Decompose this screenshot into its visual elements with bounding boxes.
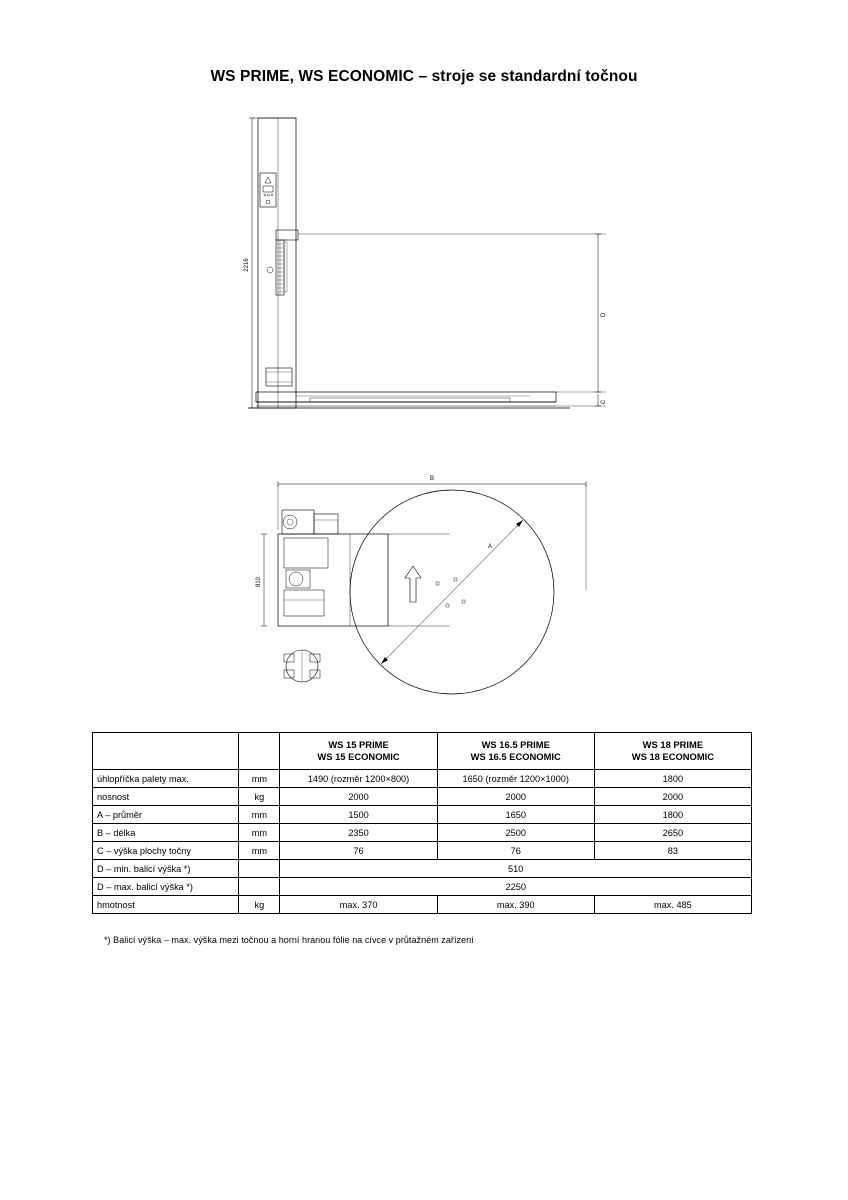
row-value: 2500: [437, 824, 594, 842]
row-label: hmotnost: [93, 896, 239, 914]
row-label: A – průměr: [93, 806, 239, 824]
row-value: 2650: [594, 824, 751, 842]
row-unit: mm: [239, 824, 280, 842]
table-row: [93, 788, 752, 806]
header-blank-label: [93, 733, 239, 770]
specifications-table: [92, 732, 752, 914]
row-value: 1500: [280, 806, 437, 824]
table-row: [93, 860, 752, 878]
row-label: D – max. balicí výška *): [93, 878, 239, 896]
header-ws165: [437, 733, 594, 770]
row-label: nosnost: [93, 788, 239, 806]
dimension-label-a: A: [487, 544, 493, 550]
header-ws15-line2: WS 15 ECONOMIC: [317, 751, 400, 762]
row-value: 76: [437, 842, 594, 860]
header-ws18: [594, 733, 751, 770]
header-ws15-line1: WS 15 PRIME: [328, 738, 389, 750]
row-label: C – výška plochy točny: [93, 842, 239, 860]
row-value: 2000: [280, 788, 437, 806]
side-elevation-drawing: [230, 110, 630, 440]
header-ws165-line2: WS 16.5 ECONOMIC: [470, 751, 561, 762]
row-unit: kg: [239, 896, 280, 914]
table-row: [93, 770, 752, 788]
table-row: [93, 878, 752, 896]
row-value: 2000: [437, 788, 594, 806]
row-value: 1800: [594, 770, 751, 788]
header-ws165-line1: WS 16.5 PRIME: [481, 738, 550, 750]
row-value: 1800: [594, 806, 751, 824]
row-value: 76: [280, 842, 437, 860]
page-title: WS PRIME, WS ECONOMIC – stroje se standardní točnou: [210, 68, 638, 85]
row-value-merged: 2250: [280, 878, 752, 896]
table-row: [93, 896, 752, 914]
row-value: max. 390: [437, 896, 594, 914]
row-value: 1490 (rozměr 1200×800): [280, 770, 437, 788]
table-row: [93, 806, 752, 824]
dimension-label-height: 2216: [244, 258, 250, 272]
table-header-row: [93, 733, 752, 770]
row-value: 2000: [594, 788, 751, 806]
table-footnote: *) Balicí výška – max. výška mezi točnou a horní hranou fólie na cívce v průtažném zařízení: [104, 935, 474, 945]
row-value: max. 370: [280, 896, 437, 914]
row-value: 1650: [437, 806, 594, 824]
header-ws18-line2: WS 18 ECONOMIC: [631, 751, 715, 762]
row-value-merged: 510: [280, 860, 752, 878]
table-row: [93, 824, 752, 842]
row-value: 2350: [280, 824, 437, 842]
row-unit: mm: [239, 842, 280, 860]
header-ws18-line1: WS 18 PRIME: [642, 738, 704, 750]
row-value: max. 485: [594, 896, 751, 914]
header-ws15: [280, 733, 437, 770]
row-label: B – délka: [93, 824, 239, 842]
row-value: 83: [594, 842, 751, 860]
row-unit: mm: [239, 770, 280, 788]
top-plan-drawing: [250, 470, 610, 710]
row-label: úhlopříčka palety max.: [93, 770, 239, 788]
row-label: D – min. balicí výška *): [93, 860, 239, 878]
row-unit: kg: [239, 788, 280, 806]
header-blank-unit: [239, 733, 280, 770]
row-value: 1650 (rozměr 1200×1000): [437, 770, 594, 788]
row-unit: [239, 878, 280, 896]
table-row: [93, 842, 752, 860]
dimension-label-c: C: [601, 399, 607, 405]
row-unit: [239, 860, 280, 878]
dimension-label-d: D: [601, 312, 607, 318]
dimension-label-b: B: [429, 476, 435, 482]
row-unit: mm: [239, 806, 280, 824]
dimension-label-width: 810: [256, 576, 262, 588]
